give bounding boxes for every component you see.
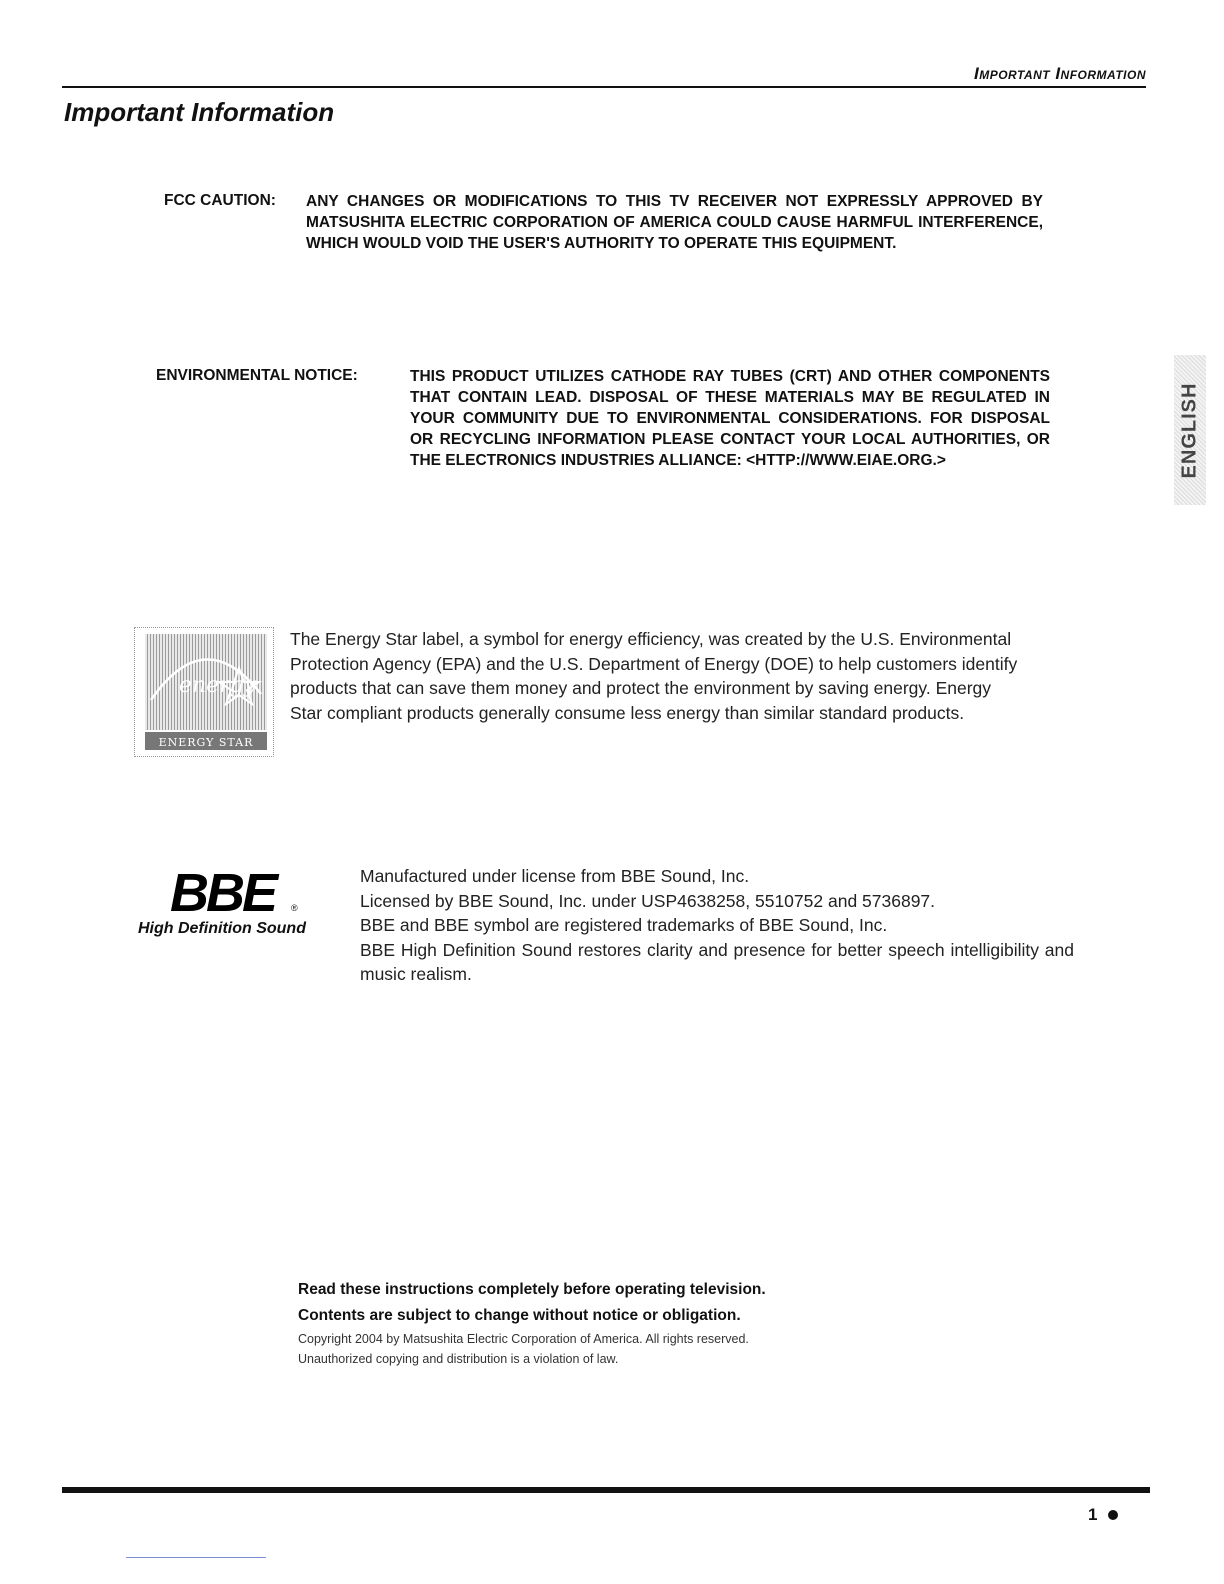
bbe-line-2: Licensed by BBE Sound, Inc. under USP4638258, 5510752 and 5736897.: [360, 890, 936, 911]
running-header: Important Information: [974, 64, 1146, 83]
fcc-caution-label: FCC CAUTION:: [164, 192, 276, 209]
svg-text:energy: energy: [179, 673, 257, 698]
language-tab-label: ENGLISH: [1178, 382, 1201, 478]
language-tab: [1174, 355, 1206, 505]
scan-artifact-line: [126, 1557, 266, 1558]
footer-notes: [298, 1277, 998, 1369]
energy-star-description: The Energy Star label, a symbol for energy efficiency, was created by the U.S. Environmental Protection Agency (EPA) and the U.S. Department of Energy (DOE) to help customers identify products that can save them money and protect the environment by saving energy. Energy Star compliant products generally consume less energy than similar standard products.: [290, 629, 1018, 723]
energy-star-icon: [135, 628, 273, 756]
bbe-tagline: High Definition Sound: [138, 920, 306, 937]
bbe-license-text: [360, 864, 1074, 987]
bbe-line-3: BBE and BBE symbol are registered trademarks of BBE Sound, Inc.: [360, 915, 888, 935]
footer-unauthorized: Unauthorized copying and distribution is a violation of law.: [298, 1352, 619, 1366]
environmental-notice-text: THIS PRODUCT UTILIZES CATHODE RAY TUBES (CRT) AND OTHER COMPONENTS THAT CONTAIN LEAD. DISPOSAL OF THESE MATERIALS MAY BE REGULATED IN YOUR COMMUNITY DUE TO ENVIRONMENTAL CONSIDERATIONS. FOR DISPOSAL OR RECYCLING INFORMATION PLEASE CONTACT YOUR LOCAL AUTHORITIES, OR THE ELECTRONICS INDUSTRIES ALLIANCE: <HTTP://WWW.EIAE.ORG.>: [410, 368, 1050, 469]
bbe-line-1: Manufactured under license from BBE Sound, Inc.: [360, 866, 750, 886]
page-title: Important Information: [64, 97, 335, 127]
footer-copyright: Copyright 2004 by Matsushita Electric Corporation of America. All rights reserved.: [298, 1332, 749, 1346]
header-rule: [62, 86, 1146, 88]
page-bullet-icon: [1108, 1510, 1118, 1520]
environmental-notice-label: ENVIRONMENTAL NOTICE:: [156, 367, 358, 384]
bbe-logo: BBE: [170, 863, 276, 923]
bbe-line-4: BBE High Definition Sound restores clarity and presence for better speech intelligibility and music realism.: [360, 939, 1074, 984]
svg-text:ENERGY STAR: ENERGY STAR: [158, 736, 254, 749]
energy-star-logo: [134, 627, 274, 757]
footer-subject-to-change: Contents are subject to change without notice or obligation.: [298, 1307, 741, 1324]
footer-read-instructions: Read these instructions completely before operating television.: [298, 1281, 766, 1298]
bottom-rule: [62, 1487, 1150, 1493]
fcc-caution-text: ANY CHANGES OR MODIFICATIONS TO THIS TV RECEIVER NOT EXPRESSLY APPROVED BY MATSUSHITA ELECTRIC CORPORATION OF AMERICA COULD CAUSE HARMFUL INTERFERENCE, WHICH WOULD VOID THE USER'S AUTHORITY TO OPERATE THIS EQUIPMENT.: [306, 193, 1043, 252]
registered-mark: ®: [291, 903, 298, 913]
page-number: 1: [1088, 1505, 1098, 1524]
